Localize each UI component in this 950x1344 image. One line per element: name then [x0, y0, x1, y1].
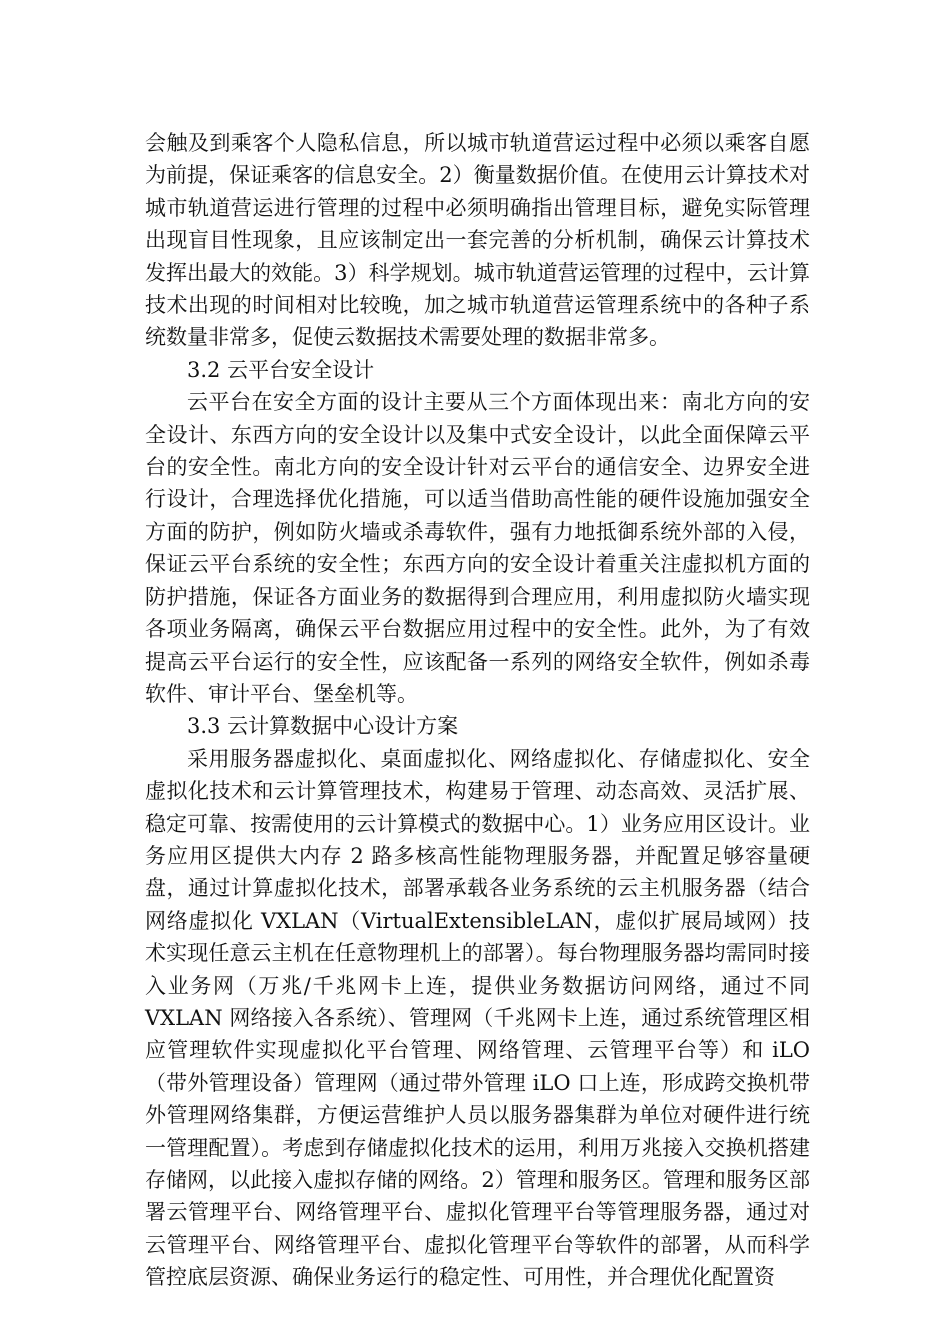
paragraph-3-3: 采用服务器虚拟化、桌面虚拟化、网络虚拟化、存储虚拟化、安全虚拟化技术和云计算管理技术，构建易于管理、动态高效、灵活扩展、稳定可靠、按需使用的云计算模式的数据中心。1）业务应用区设计。业务应用区提供大内存 2 路多核高性能物理服务器，并配置足够容量硬盘，通过计算虚拟化技术，部署承载各业务系统的云主机服务器（结合网络虚拟化 VXLAN（VirtualExtensibleLAN，虚似扩展局域网）技术实现任意云主机在任意物理机上的部署）。每台物理服务器均需同时接入业务网（万兆/千兆网卡上连，提供业务数据访问网络，通过不同 VXLAN 网络接入各系统）、管理网（千兆网卡上连，通过系统管理区相应管理软件实现虚拟化平台管理、网络管理、云管理平台等）和 iLO（带外管理设备）管理网（通过带外管理 iLO 口上连，形成跨交换机带外管理网络集群，方便运营维护人员以服务器集群为单位对硬件进行统一管理配置）。考虑到存储虚拟化技术的运用，利用万兆接入交换机搭建存储网，以此接入虚拟存储的网络。2）管理和服务区。管理和服务区部署云管理平台、网络管理平台、虚拟化管理平台等管理服务器，通过对云管理平台、网络管理平台、虚拟化管理平台等软件的部署，从而科学管控底层资源、确保业务运行的稳定性、可用性，并合理优化配置资: [145, 746, 810, 1290]
paragraph-3-2: 云平台在安全方面的设计主要从三个方面体现出来：南北方向的安全设计、东西方向的安全设计以及集中式安全设计，以此全面保障云平台的安全性。南北方向的安全设计针对云平台的通信安全、边界安全进行设计，合理选择优化措施，可以适当借助高性能的硬件设施加强安全方面的防护，例如防火墙或杀毒软件，强有力地抵御系统外部的入侵，保证云平台系统的安全性；东西方向的安全设计着重关注虚拟机方面的防护措施，保证各方面业务的数据得到合理应用，利用虚拟防火墙实现各项业务隔离，确保云平台数据应用过程中的安全性。此外，为了有效提高云平台运行的安全性，应该配备一系列的网络安全软件，例如杀毒软件、审计平台、堡垒机等。: [145, 390, 810, 706]
document-body: [145, 127, 810, 1294]
paragraph-intro: 会触及到乘客个人隐私信息，所以城市轨道营运过程中必须以乘客自愿为前提，保证乘客的信息安全。2）衡量数据价值。在使用云计算技术对城市轨道营运进行管理的过程中必须明确指出管理目标，避免实际管理出现盲目性现象，且应该制定出一套完善的分析机制，确保云计算技术发挥出最大的效能。3）科学规划。城市轨道营运管理的过程中，云计算技术出现的时间相对比较晚，加之城市轨道营运管理系统中的各种子系统数量非常多，促使云数据技术需要处理的数据非常多。: [145, 131, 810, 350]
section-heading-3-3: 3.3 云计算数据中心设计方案: [187, 714, 459, 739]
section-heading-3-2: 3.2 云平台安全设计: [187, 357, 375, 382]
